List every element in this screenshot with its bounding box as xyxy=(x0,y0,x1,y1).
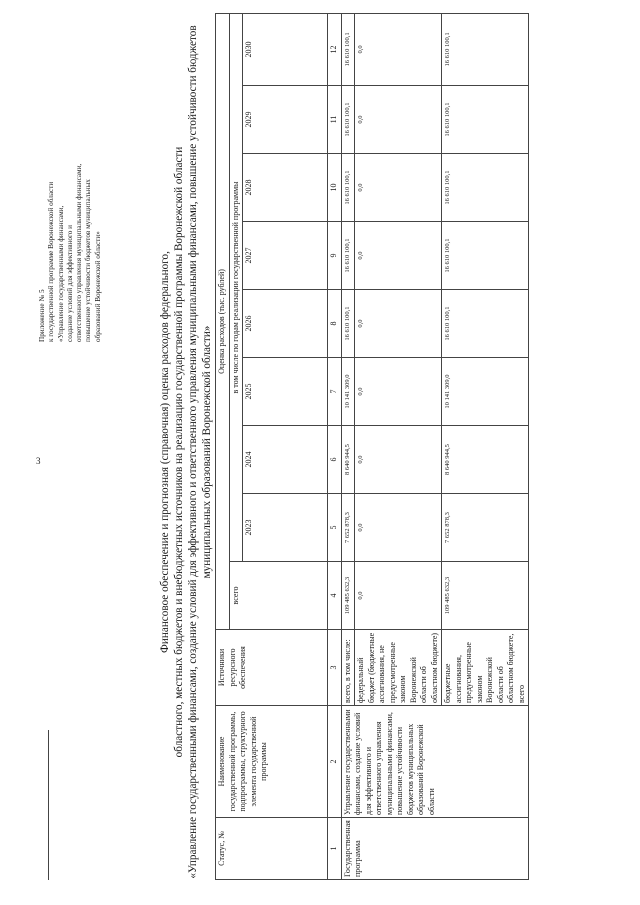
header-total: всего xyxy=(229,562,328,630)
finance-table xyxy=(215,13,529,880)
appendix-line: «Управление государственными финансами, xyxy=(56,205,65,342)
header-status: Статус, № xyxy=(216,818,328,880)
header-year: 2023 xyxy=(243,494,328,562)
heading-line: муниципальных образований Воронежской области» xyxy=(201,325,213,579)
program-status: Государственная программа xyxy=(341,818,529,880)
rotated-page-content xyxy=(20,12,620,892)
year-value-cell: 10 141 309,0 xyxy=(442,358,529,426)
header-year: 2025 xyxy=(243,358,328,426)
year-value-cell: 0,0 xyxy=(355,86,442,154)
column-number: 7 xyxy=(328,358,342,426)
appendix-line: повышение устойчивости бюджетов муниципальных xyxy=(84,179,93,342)
column-number: 11 xyxy=(328,86,342,154)
year-value-cell: 0,0 xyxy=(355,494,442,562)
year-value-cell: 16 610 100,1 xyxy=(442,13,529,85)
source-cell: бюджетные ассигнования, предусмотренные законом Воронежской области об областном бюджете, всего xyxy=(442,630,529,706)
year-value-cell: 16 610 100,1 xyxy=(442,154,529,222)
header-year: 2027 xyxy=(243,222,328,290)
column-number: 2 xyxy=(328,706,342,818)
column-number: 9 xyxy=(328,222,342,290)
program-name: Управление государственными финансами, создание условий для эффективного и ответственного управления муниципальными финансами, повышение устойчивости бюджетов муниципальных образований Воронежской области xyxy=(341,706,529,818)
year-value-cell: 0,0 xyxy=(355,426,442,494)
year-value-cell: 8 640 944,5 xyxy=(442,426,529,494)
column-number: 12 xyxy=(328,13,342,85)
column-number: 10 xyxy=(328,154,342,222)
column-number: 3 xyxy=(328,630,342,706)
total-cell: 109 485 632,3 xyxy=(442,562,529,630)
column-number: 4 xyxy=(328,562,342,630)
year-value-cell: 16 610 100,1 xyxy=(341,86,355,154)
year-value-cell: 16 610 100,1 xyxy=(442,86,529,154)
appendix-note xyxy=(38,12,103,342)
year-value-cell: 0,0 xyxy=(355,222,442,290)
year-value-cell: 7 652 878,3 xyxy=(341,494,355,562)
document-heading xyxy=(158,12,214,892)
appendix-line: ответственного управления муниципальными финансами, xyxy=(75,163,84,342)
year-value-cell: 10 141 309,0 xyxy=(341,358,355,426)
header-by-years: в том числе по годам реализации государственной программы xyxy=(229,13,243,561)
header-year: 2026 xyxy=(243,290,328,358)
column-number: 1 xyxy=(328,818,342,880)
year-value-cell: 16 610 100,1 xyxy=(341,154,355,222)
year-value-cell: 0,0 xyxy=(355,358,442,426)
appendix-line: образований Воронежской области» xyxy=(93,231,102,342)
year-value-cell: 0,0 xyxy=(355,13,442,85)
header-year: 2030 xyxy=(243,13,328,85)
year-value-cell: 16 610 100,1 xyxy=(341,222,355,290)
header-name: Наименование государственной программы, подпрограммы, структурного элемента государственной программы xyxy=(216,706,328,818)
year-value-cell: 0,0 xyxy=(355,290,442,358)
source-cell: федеральный бюджет (бюджетные ассигнования, не предусмотренные законом Воронежской области об областном бюджете) xyxy=(355,630,442,706)
appendix-line: к государственной программе Воронежской области xyxy=(47,181,56,342)
year-value-cell: 8 640 944,5 xyxy=(341,426,355,494)
year-value-cell: 16 610 100,1 xyxy=(442,290,529,358)
header-year: 2024 xyxy=(243,426,328,494)
page-number: 3 xyxy=(36,456,41,466)
header-year: 2029 xyxy=(243,86,328,154)
year-value-cell: 16 610 100,1 xyxy=(442,222,529,290)
year-value-cell: 16 610 100,1 xyxy=(341,290,355,358)
year-value-cell: 7 652 878,3 xyxy=(442,494,529,562)
heading-line: «Управление государственными финансами, создание условий для эффективного и ответственного управления муниципальными финансами, повышение устойчивости бюджетов xyxy=(187,25,199,879)
year-value-cell: 16 610 100,1 xyxy=(341,13,355,85)
source-cell: всего, в том числе: xyxy=(341,630,355,706)
header-source: Источники ресурсного обеспечения xyxy=(216,630,328,706)
column-number: 8 xyxy=(328,290,342,358)
total-cell: 0,0 xyxy=(355,562,442,630)
appendix-line: Приложение № 5 xyxy=(38,289,46,342)
header-estimate: Оценка расходов (тыс. рублей) xyxy=(216,13,230,629)
footnote-separator-line xyxy=(48,730,49,880)
table-row xyxy=(341,13,355,879)
year-value-cell: 0,0 xyxy=(355,154,442,222)
total-cell: 109 485 632,3 xyxy=(341,562,355,630)
column-number: 6 xyxy=(328,426,342,494)
column-number: 5 xyxy=(328,494,342,562)
header-year: 2028 xyxy=(243,154,328,222)
heading-line: областного, местных бюджетов и внебюджетных источников на реализацию государственной программы Воронежской области xyxy=(173,146,185,758)
heading-line: Финансовое обеспечение и прогнозная (справочная) оценка расходов федерального, xyxy=(159,251,171,653)
appendix-line: создание условий для эффективного и xyxy=(65,225,74,342)
